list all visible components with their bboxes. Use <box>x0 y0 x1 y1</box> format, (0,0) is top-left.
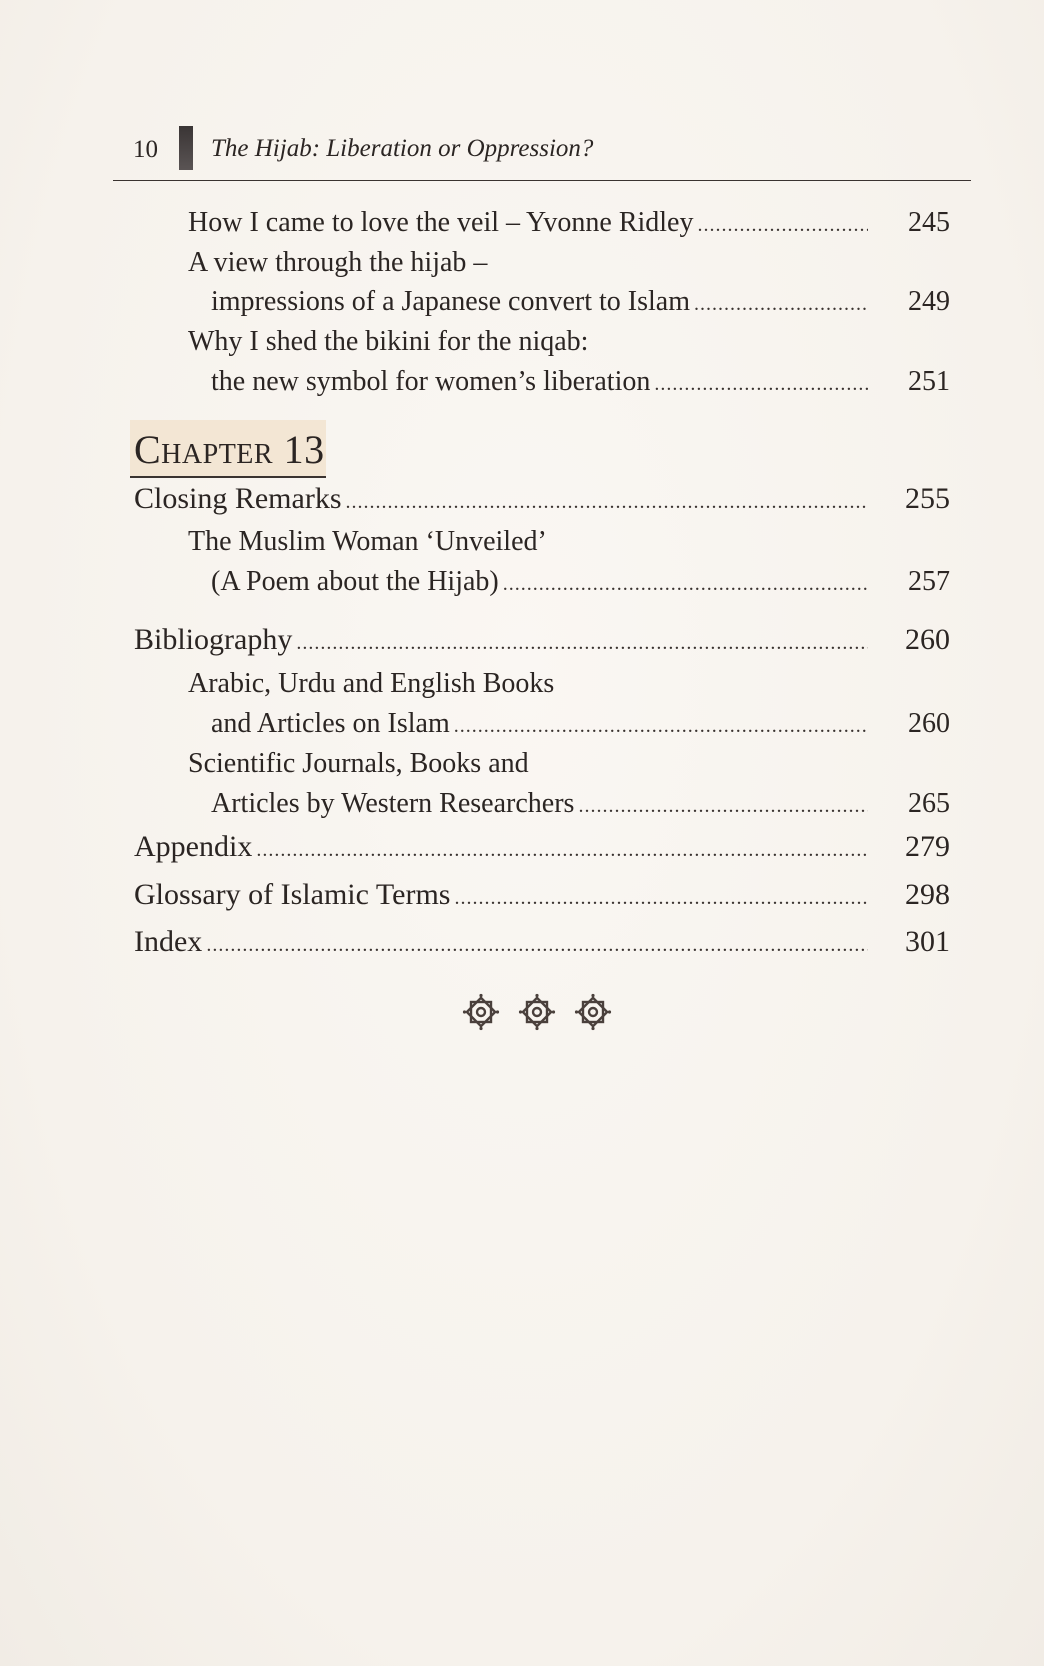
star-ornament-icon <box>462 993 500 1033</box>
dot-leader <box>256 830 868 870</box>
star-ornament-icon <box>518 993 556 1033</box>
toc-entry-text: impressions of a Japanese convert to Islam <box>211 286 690 317</box>
toc-entry <box>0 827 1044 867</box>
toc-page-number: 260 <box>908 708 950 739</box>
toc-entry-title <box>211 282 868 324</box>
toc-entry <box>0 282 1044 322</box>
toc-entry-title <box>188 203 868 245</box>
dot-leader <box>578 786 868 826</box>
dot-leader <box>503 564 868 604</box>
toc-entry <box>0 522 1044 562</box>
toc-page-number: 260 <box>905 623 950 656</box>
dot-leader <box>346 482 869 522</box>
toc-entry <box>0 203 1044 243</box>
toc-entry-text: the new symbol for women’s liberation <box>211 366 651 397</box>
toc-entry <box>0 362 1044 402</box>
toc-page-number: 298 <box>905 878 950 911</box>
toc-entry <box>0 784 1044 824</box>
dot-leader <box>654 364 868 404</box>
toc-entry <box>0 479 1044 519</box>
ornament-divider <box>462 993 622 1033</box>
dot-leader <box>454 706 868 746</box>
toc-entry-text: Scientific Journals, Books and <box>188 748 529 779</box>
toc-page-number: 245 <box>908 207 950 238</box>
toc-page-number: 255 <box>905 482 950 515</box>
toc-entry-title <box>134 620 868 663</box>
book-title: The Hijab: Liberation or Oppression? <box>211 135 594 162</box>
chapter-heading-text: Chapter 13 <box>134 427 325 472</box>
toc-entry-text: Closing Remarks <box>134 482 342 515</box>
toc-page-number: 251 <box>908 366 950 397</box>
toc-entry <box>0 243 1044 283</box>
toc-entry <box>0 704 1044 744</box>
toc-page-number: 301 <box>905 925 950 958</box>
star-ornament-icon <box>574 993 612 1033</box>
toc-entry-title <box>134 827 868 870</box>
toc-entry-title <box>211 784 868 826</box>
toc-page-number: 279 <box>905 830 950 863</box>
toc-entry <box>0 562 1044 602</box>
dot-leader <box>454 878 868 918</box>
toc-entry <box>0 744 1044 784</box>
page-number: 10 <box>133 136 158 163</box>
toc-entry-text: Why I shed the bikini for the niqab: <box>188 326 589 357</box>
toc-entry <box>0 922 1044 962</box>
dot-leader <box>694 284 868 324</box>
toc-entry-title <box>134 922 868 965</box>
toc-entry-text: Index <box>134 925 203 958</box>
toc-entry-text: Bibliography <box>134 623 293 656</box>
dot-leader <box>697 205 868 245</box>
toc-entry-text: Glossary of Islamic Terms <box>134 878 451 911</box>
toc-entry-title <box>211 562 868 604</box>
toc-entry <box>0 620 1044 660</box>
toc-entry <box>0 322 1044 362</box>
toc-entry-text: The Muslim Woman ‘Unveiled’ <box>188 526 547 557</box>
toc-entry-title <box>134 875 868 918</box>
toc-entry-title <box>211 362 868 404</box>
toc-entry-text: (A Poem about the Hijab) <box>211 566 499 597</box>
toc-entry-text: Articles by Western Researchers <box>211 788 575 819</box>
toc-page-number: 249 <box>908 286 950 317</box>
header-rule <box>113 180 971 181</box>
header-bar-divider <box>179 126 193 170</box>
dot-leader <box>206 925 868 965</box>
toc-entry-text: Arabic, Urdu and English Books <box>188 668 555 699</box>
toc-entry-title <box>134 479 868 522</box>
toc-entry-text: Appendix <box>134 830 253 863</box>
toc-entry-text: How I came to love the veil – Yvonne Ridley <box>188 207 694 238</box>
toc-entry-text: and Articles on Islam <box>211 708 450 739</box>
toc-entry <box>0 875 1044 915</box>
toc-entry-title <box>211 704 868 746</box>
toc-entry-text: A view through the hijab – <box>188 247 488 278</box>
toc-page-number: 265 <box>908 788 950 819</box>
running-header <box>113 126 973 176</box>
dot-leader <box>296 623 868 663</box>
toc-page-number: 257 <box>908 566 950 597</box>
toc-entry <box>0 664 1044 704</box>
chapter-heading <box>130 420 326 478</box>
